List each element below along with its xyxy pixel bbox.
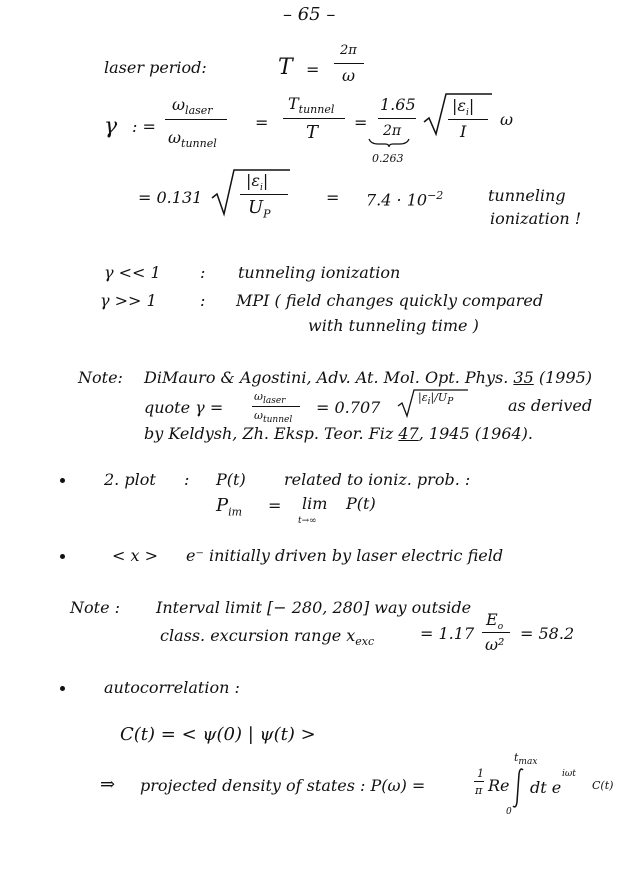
note1-frac-den-sub: tunnel [262,415,293,426]
period-eq: = [306,60,320,79]
note1-value: = 0.707 [316,398,381,417]
pds-fraction-bar [474,781,484,782]
pds-re: Re [488,776,510,795]
omega-tunnel [168,130,217,149]
plot-pt: P(t) [216,470,246,489]
result-eq: = 0.131 [138,188,203,207]
tunneling-note-2: ionization ! [490,209,582,228]
autocorr-formula: C(t) = < ψ(0) | ψ(t) > [120,724,316,745]
eps-i-sub: i [465,108,469,119]
regime-tunnel-sym: γ << 1 [104,263,161,282]
note1-frac-den [254,410,292,425]
result-eq2: = [326,188,340,207]
result-fraction-bar [240,194,288,195]
note2-e0-sub: o [497,622,504,633]
pds-text: projected density of states : P(ω) = [140,776,426,795]
brace-value: 0.263 [372,152,404,165]
plot-colon: : [184,470,190,489]
note1-sqrt-up: |/U [430,391,448,404]
period-numerator: 2π [340,43,357,58]
result-value [366,190,443,208]
plot-label: 2. plot [104,470,156,489]
int-upper-sub: max [518,757,538,768]
coef-two-pi: 2π [383,123,402,139]
note1-volume: 35 [513,368,534,387]
tunneling-note-1: tunneling [488,186,566,205]
note1-frac-den-symbol: ω [254,409,263,422]
period-T: T [278,55,293,80]
note2-fraction-bar [482,632,510,633]
note1-frac-num [254,391,285,406]
omega-laser [172,97,213,116]
implies-arrow: ⇒ [100,774,116,795]
pds-frac-den: π [475,784,483,797]
gamma-eq1: = [255,113,269,132]
gamma-fraction1-bar [165,119,227,120]
pds-frac-num: 1 [477,767,484,780]
plot-desc: related to ioniz. prob. : [284,470,471,489]
note1-frac-num-sub: laser [262,396,286,407]
regime-tunnel-colon: : [200,263,206,282]
integrand: dt e [530,778,562,797]
underbrace [368,138,410,148]
coef-fraction-bar [378,118,416,119]
note1-sqrt-up-sub: P [447,397,454,408]
result-eps-symbol: |ε [246,171,260,190]
bullet-2 [60,554,65,559]
omega-laser-symbol: ω [172,95,186,114]
t-tunnel [288,96,334,115]
note2-line1: Interval limit [− 280, 280] way outside [156,598,472,617]
result-up [248,199,271,220]
note1-year: (1995) [533,368,593,387]
result-eps [246,173,268,193]
lim-pt: P(t) [346,494,376,513]
note1-label: Note: [78,368,123,387]
result-value-exp: −2 [427,189,444,202]
page-number: – 65 – [283,4,336,25]
note2-coef: = 1.17 [420,624,475,643]
note1-keldysh-volume: 47 [398,424,419,443]
lim-sub: t→∞ [298,516,317,526]
x-expectation: < x > [112,546,159,565]
note1-fraction-bar [252,406,300,407]
note2-result: = 58.2 [520,624,575,643]
note1-quote: quote γ = [144,398,224,417]
result-eps-bar: | [262,171,269,190]
laser-period-label: laser period: [104,58,207,77]
note1-keldysh-pages: , 1945 (1964). [418,424,533,443]
result-eps-sub: i [259,183,263,194]
note1-frac-num-symbol: ω [254,390,263,403]
note2-excursion: class. excursion range x [160,626,356,645]
pim-symbol: P [216,495,229,516]
autocorr-label: autocorrelation : [104,678,240,697]
result-value-mantissa: 7.4 · 10 [366,190,428,210]
regime-mpi-cont: with tunneling time ) [308,316,479,335]
t-tunnel-sub: tunnel [298,103,335,117]
note1-keldysh-ref: by Keldysh, Zh. Eksp. Teor. Fiz [144,424,399,443]
lim-word: lim [302,494,328,513]
integral-sign [512,768,526,808]
note2-line2 [160,628,374,647]
note1-derived: as derived [508,396,593,415]
note2-frac-num [486,612,503,632]
integrand-exp: iωt [562,769,576,779]
bullet-3 [60,686,65,691]
note1-line3 [144,426,533,442]
intensity-I: I [460,122,467,141]
result-up-symbol: U [248,197,264,218]
omega-tunnel-sub: tunnel [181,137,217,151]
note1-sqrt-eps-sub: i [427,397,431,408]
gamma-fraction2-bar [283,118,345,119]
integrand-ct: C(t) [592,779,614,792]
int-upper-t: t [514,751,519,764]
gamma-symbol: γ [104,114,118,139]
note1-line1 [144,370,592,386]
regime-mpi-text: MPI ( field changes quickly compared [236,291,544,310]
note2-label: Note : [70,598,121,617]
note1-sqrt-eps: |ε [418,391,428,404]
bullet-1 [60,478,65,483]
note2-e0: E [486,610,498,629]
gamma-assign: : = [132,117,156,136]
eps-i-bar: | [468,96,475,115]
x-desc: e⁻ initially driven by laser electric field [186,546,504,565]
t-tunnel-symbol: T [288,94,299,113]
pim-eq: = [268,496,282,515]
eps-i-symbol: |ε [452,96,466,115]
gamma-eq2: = [354,113,368,132]
note1-citation: DiMauro & Agostini, Adv. At. Mol. Opt. Phys. [144,368,514,387]
period-denominator: ω [342,66,356,85]
note2-exc-sub: exc [355,635,375,649]
note2-frac-den: ω² [485,635,505,654]
period-fraction-bar [334,63,364,64]
note1-sqrt-content [418,392,453,407]
omega-factor: ω [500,110,514,129]
omega-tunnel-symbol: ω [168,128,182,147]
eps-i [452,98,474,118]
pim-sub: im [228,505,243,519]
result-up-sub: P [263,207,271,221]
int-lower: 0 [506,807,512,817]
coef-165: 1.65 [380,95,416,114]
regime-tunnel-text: tunneling ionization [238,263,401,282]
omega-laser-sub: laser [185,104,213,118]
sqrt-fraction-bar-1 [448,119,488,120]
regime-mpi-sym: γ >> 1 [100,291,157,310]
t-symbol: T [306,122,319,143]
regime-mpi-colon: : [200,291,206,310]
pim [216,497,242,518]
int-upper [514,752,537,767]
